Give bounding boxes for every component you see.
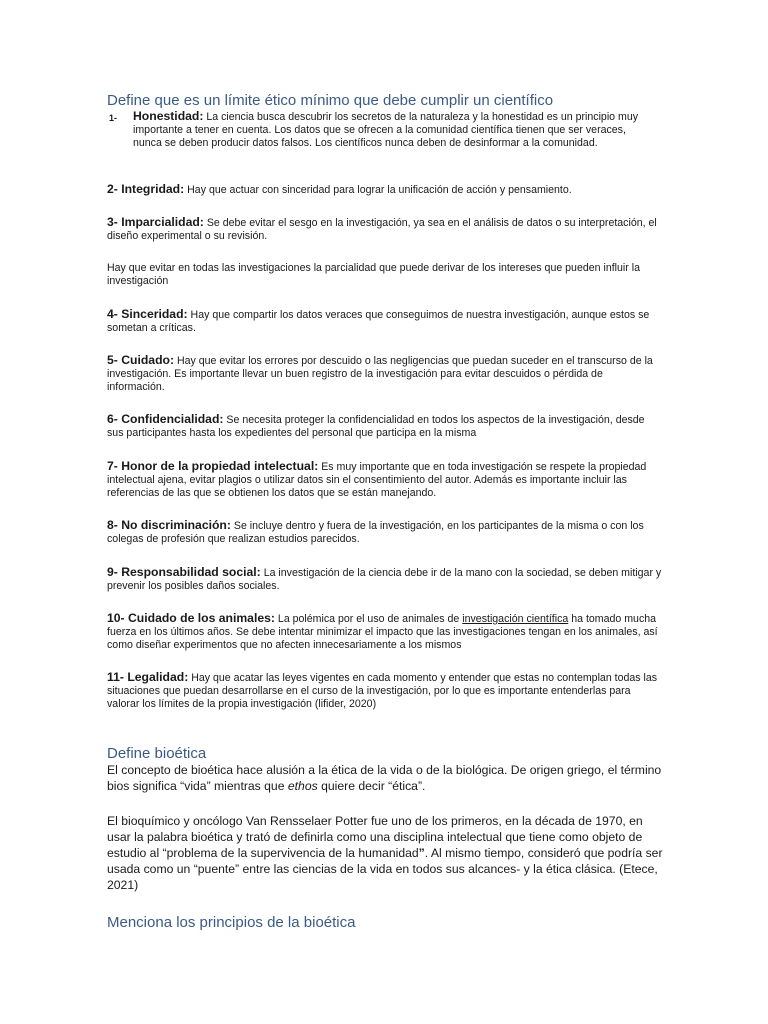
link-investigacion-cientifica[interactable]: investigación científica xyxy=(462,613,569,625)
item-title: 10- Cuidado de los animales: xyxy=(107,611,275,625)
item-responsabilidad-social xyxy=(107,566,663,593)
item-parcialidad-note xyxy=(107,262,663,288)
item-title: 6- Confidencialidad: xyxy=(107,412,224,426)
item-no-discriminacion xyxy=(107,519,663,546)
item-text: Se incluye dentro y fuera de la investigación, en los participantes de la misma o con los colegas de profesión que realizan estudios parecidos. xyxy=(107,520,644,545)
item-sinceridad xyxy=(107,308,663,335)
item-legalidad xyxy=(107,671,663,711)
heading-principios-bioetica: Menciona los principios de la bioética xyxy=(107,914,356,931)
item-title: 8- No discriminación: xyxy=(107,518,231,532)
paragraph-bioetica-potter xyxy=(107,813,663,893)
item-text: Hay que actuar con sinceridad para lograr la unificación de acción y pensamiento. xyxy=(187,184,572,196)
item-propiedad-intelectual xyxy=(107,460,663,500)
item-title: 4- Sinceridad: xyxy=(107,307,188,321)
item-integridad xyxy=(107,183,663,197)
heading-define-bioetica: Define bioética xyxy=(107,745,207,762)
paragraph-text: El bioquímico y oncólogo Van Rensselaer Potter fue uno de los primeros, en la década de 1970, en usar la palabra bioética y trató de definirla como una disciplina intelectual que tiene como objeto de estudio al “problema de la supervivencia de la humanidad xyxy=(107,814,643,860)
item-honestidad xyxy=(133,110,653,150)
item-title: 3- Imparcialidad: xyxy=(107,215,204,229)
item-text: Hay que evitar en todas las investigaciones la parcialidad que puede derivar de los intereses que pueden influir la investigación xyxy=(107,262,640,287)
item-text: La polémica por el uso de animales de xyxy=(277,613,460,625)
item-cuidado-animales xyxy=(107,612,663,652)
item-text: La investigación de la ciencia debe ir de la mano con la sociedad, se deben mitigar y prevenir los posibles daños sociales. xyxy=(107,567,662,592)
item-text: Se debe evitar el sesgo en la investigación, ya sea en el análisis de datos o su interpretación, el diseño experimental o su revisión. xyxy=(107,217,657,242)
item-text: Hay que compartir los datos veraces que conseguimos de nuestra investigación, aunque estos se sometan a críticas. xyxy=(107,309,650,334)
item-title: Honestidad: xyxy=(133,109,204,123)
italic-term: ethos xyxy=(287,779,318,793)
item-imparcialidad xyxy=(107,216,663,243)
item-text: La ciencia busca descubrir los secretos de la naturaleza y la honestidad es un principio muy importante a tener en cuenta. Los datos que se ofrecen a la comunidad científica tienen que ser veraces, nunca se deben producir datos falsos. Los científicos nunca deben de desinformar a la comunidad. xyxy=(133,111,639,149)
item-confidencialidad xyxy=(107,413,663,440)
item-cuidado xyxy=(107,354,663,394)
item-1-number: 1- xyxy=(109,113,118,123)
item-text: Se necesita proteger la confidencialidad en todos los aspectos de la investigación, desde sus participantes hasta los expedientes del personal que participa en la misma xyxy=(107,414,645,439)
paragraph-text: El concepto de bioética hace alusión a la ética de la vida o de la biológica. De origen griego, el término bios significa “vida” mientras que xyxy=(107,763,662,793)
item-text: Hay que acatar las leyes vigentes en cada momento y entender que estas no contemplan todas las situaciones que puedan desarrollarse en el curso de la investigación, por lo que es importante entenderlas para valorar los límites de la propia investigación (lifider, 2020) xyxy=(107,672,658,710)
item-text: Es muy importante que en toda investigación se respete la propiedad intelectual ajena, evitar plagios o utilizar datos sin el consentimiento del autor. Además es importante incluir las referencias de las que se obtienen los datos que se están manejando. xyxy=(107,461,647,499)
paragraph-text: . Al mismo tiempo, consideró que podría ser usada como un “puente” entre las ciencias de la vida en todos sus alcances- y la ética clásica. (Etece, 2021) xyxy=(107,846,663,892)
paragraph-bioetica-concepto xyxy=(107,762,663,794)
item-title: 2- Integridad: xyxy=(107,182,185,196)
item-text: Hay que evitar los errores por descuido o las negligencias que puedan suceder en el transcurso de la investigación. Es importante llevar un buen registro de la investigación para evitar descuidos o pérdida de información. xyxy=(107,355,653,393)
item-title: 11- Legalidad: xyxy=(107,670,189,684)
paragraph-text: quiere decir “ética”. xyxy=(321,779,426,793)
bold-quote: ” xyxy=(418,846,425,860)
item-text: ha tomado mucha fuerza en los últimos años. Se debe intentar minimizar el impacto que las investigaciones tengan en los animales, así como diseñar experimentos que no afecten innecesariamente a los mismos xyxy=(107,613,658,651)
item-title: 7- Honor de la propiedad intelectual: xyxy=(107,459,319,473)
heading-limite-etico: Define que es un límite ético mínimo que debe cumplir un científico xyxy=(107,92,554,109)
item-title: 9- Responsabilidad social: xyxy=(107,565,261,579)
item-title: 5- Cuidado: xyxy=(107,353,175,367)
